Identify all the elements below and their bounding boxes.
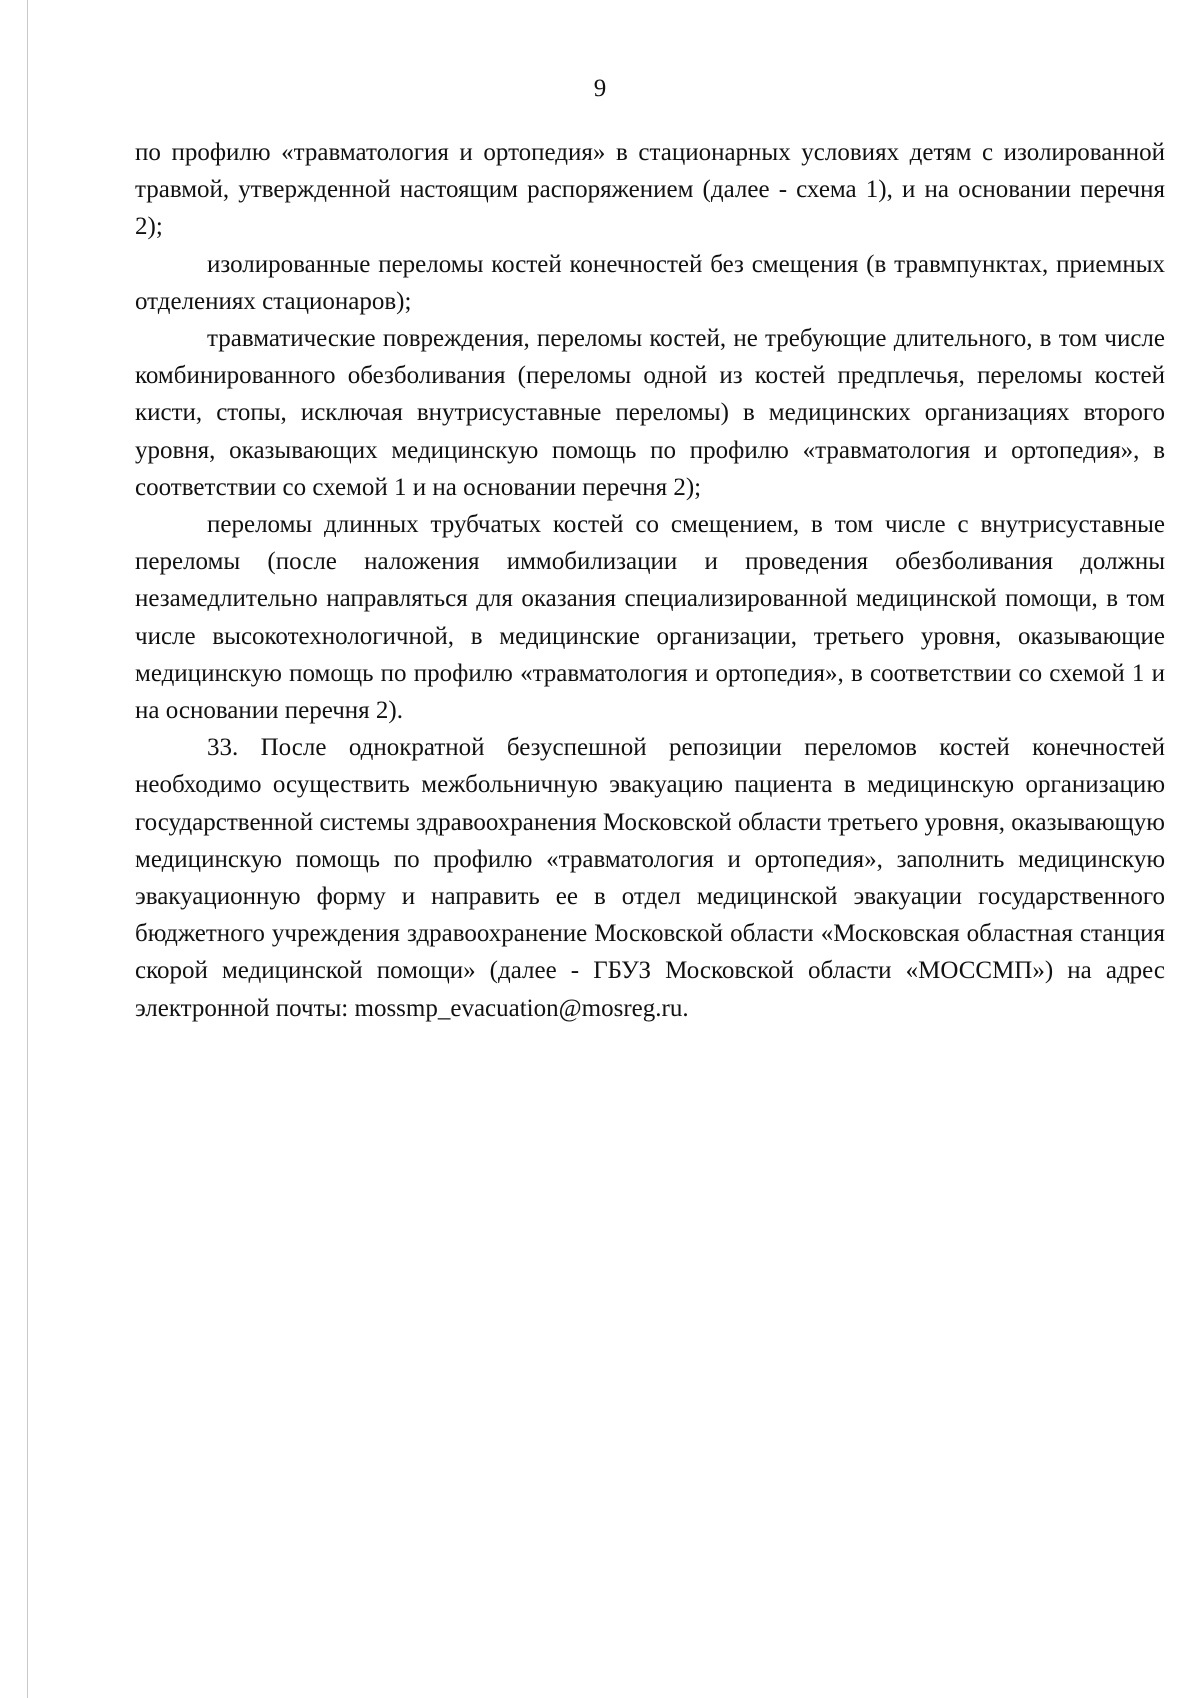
paragraph-item-33: 33. После однократной безуспешной репозиции переломов костей конечностей необходимо осуществить межбольничную эвакуацию пациента в медицинскую организацию государственной системы здравоохранения Московской области третьего уровня, оказывающую медицинскую помощь по профилю «травматология и ортопедия», заполнить медицинскую эвакуационную форму и направить ее в отдел медицинской эвакуации государственного бюджетного учреждения здравоохранение Московской области «Московская областная станция скорой медицинской помощи» (далее - ГБУЗ Московской области «МОССМП») на адрес электронной почты: mossmp_evacuation@mosreg.ru. (135, 734, 1165, 1022)
paragraph-traumatic-injuries: травматические повреждения, переломы костей, не требующие длительного, в том числе комбинированного обезболивания (переломы одной из костей предплечья, переломы костей кисти, стопы, исключая внутрисуставные переломы) в медицинских организациях второго уровня, оказывающих медицинскую помощь по профилю «травматология и ортопедия», в соответствии со схемой 1 и на основании перечня 2); (135, 325, 1165, 501)
paragraph-isolated-fractures: изолированные переломы костей конечностей без смещения (в травмпунктах, приемных отделениях стационаров); (135, 250, 1165, 315)
paragraph-long-bone-fractures: переломы длинных трубчатых костей со смещением, в том числе с внутрисуставные переломы (после наложения иммобилизации и проведения обезболивания должны незамедлительно направляться для оказания специализированной медицинской помощи, в том числе высокотехнологичной, в медицинские организации, третьего уровня, оказывающие медицинскую помощь по профилю «травматология и ортопедия», в соответствии со схемой 1 и на основании перечня 2). (135, 511, 1165, 725)
scan-left-edge-line (27, 0, 28, 1698)
document-body (135, 134, 1165, 1027)
blank-page-area (135, 1150, 1165, 1650)
paragraph-continuation: по профилю «травматология и ортопедия» в стационарных условиях детям с изолированной травмой, утвержденной настоящим распоряжением (далее - схема 1), и на основании перечня 2); (135, 139, 1165, 241)
page-number: 9 (593, 75, 607, 102)
